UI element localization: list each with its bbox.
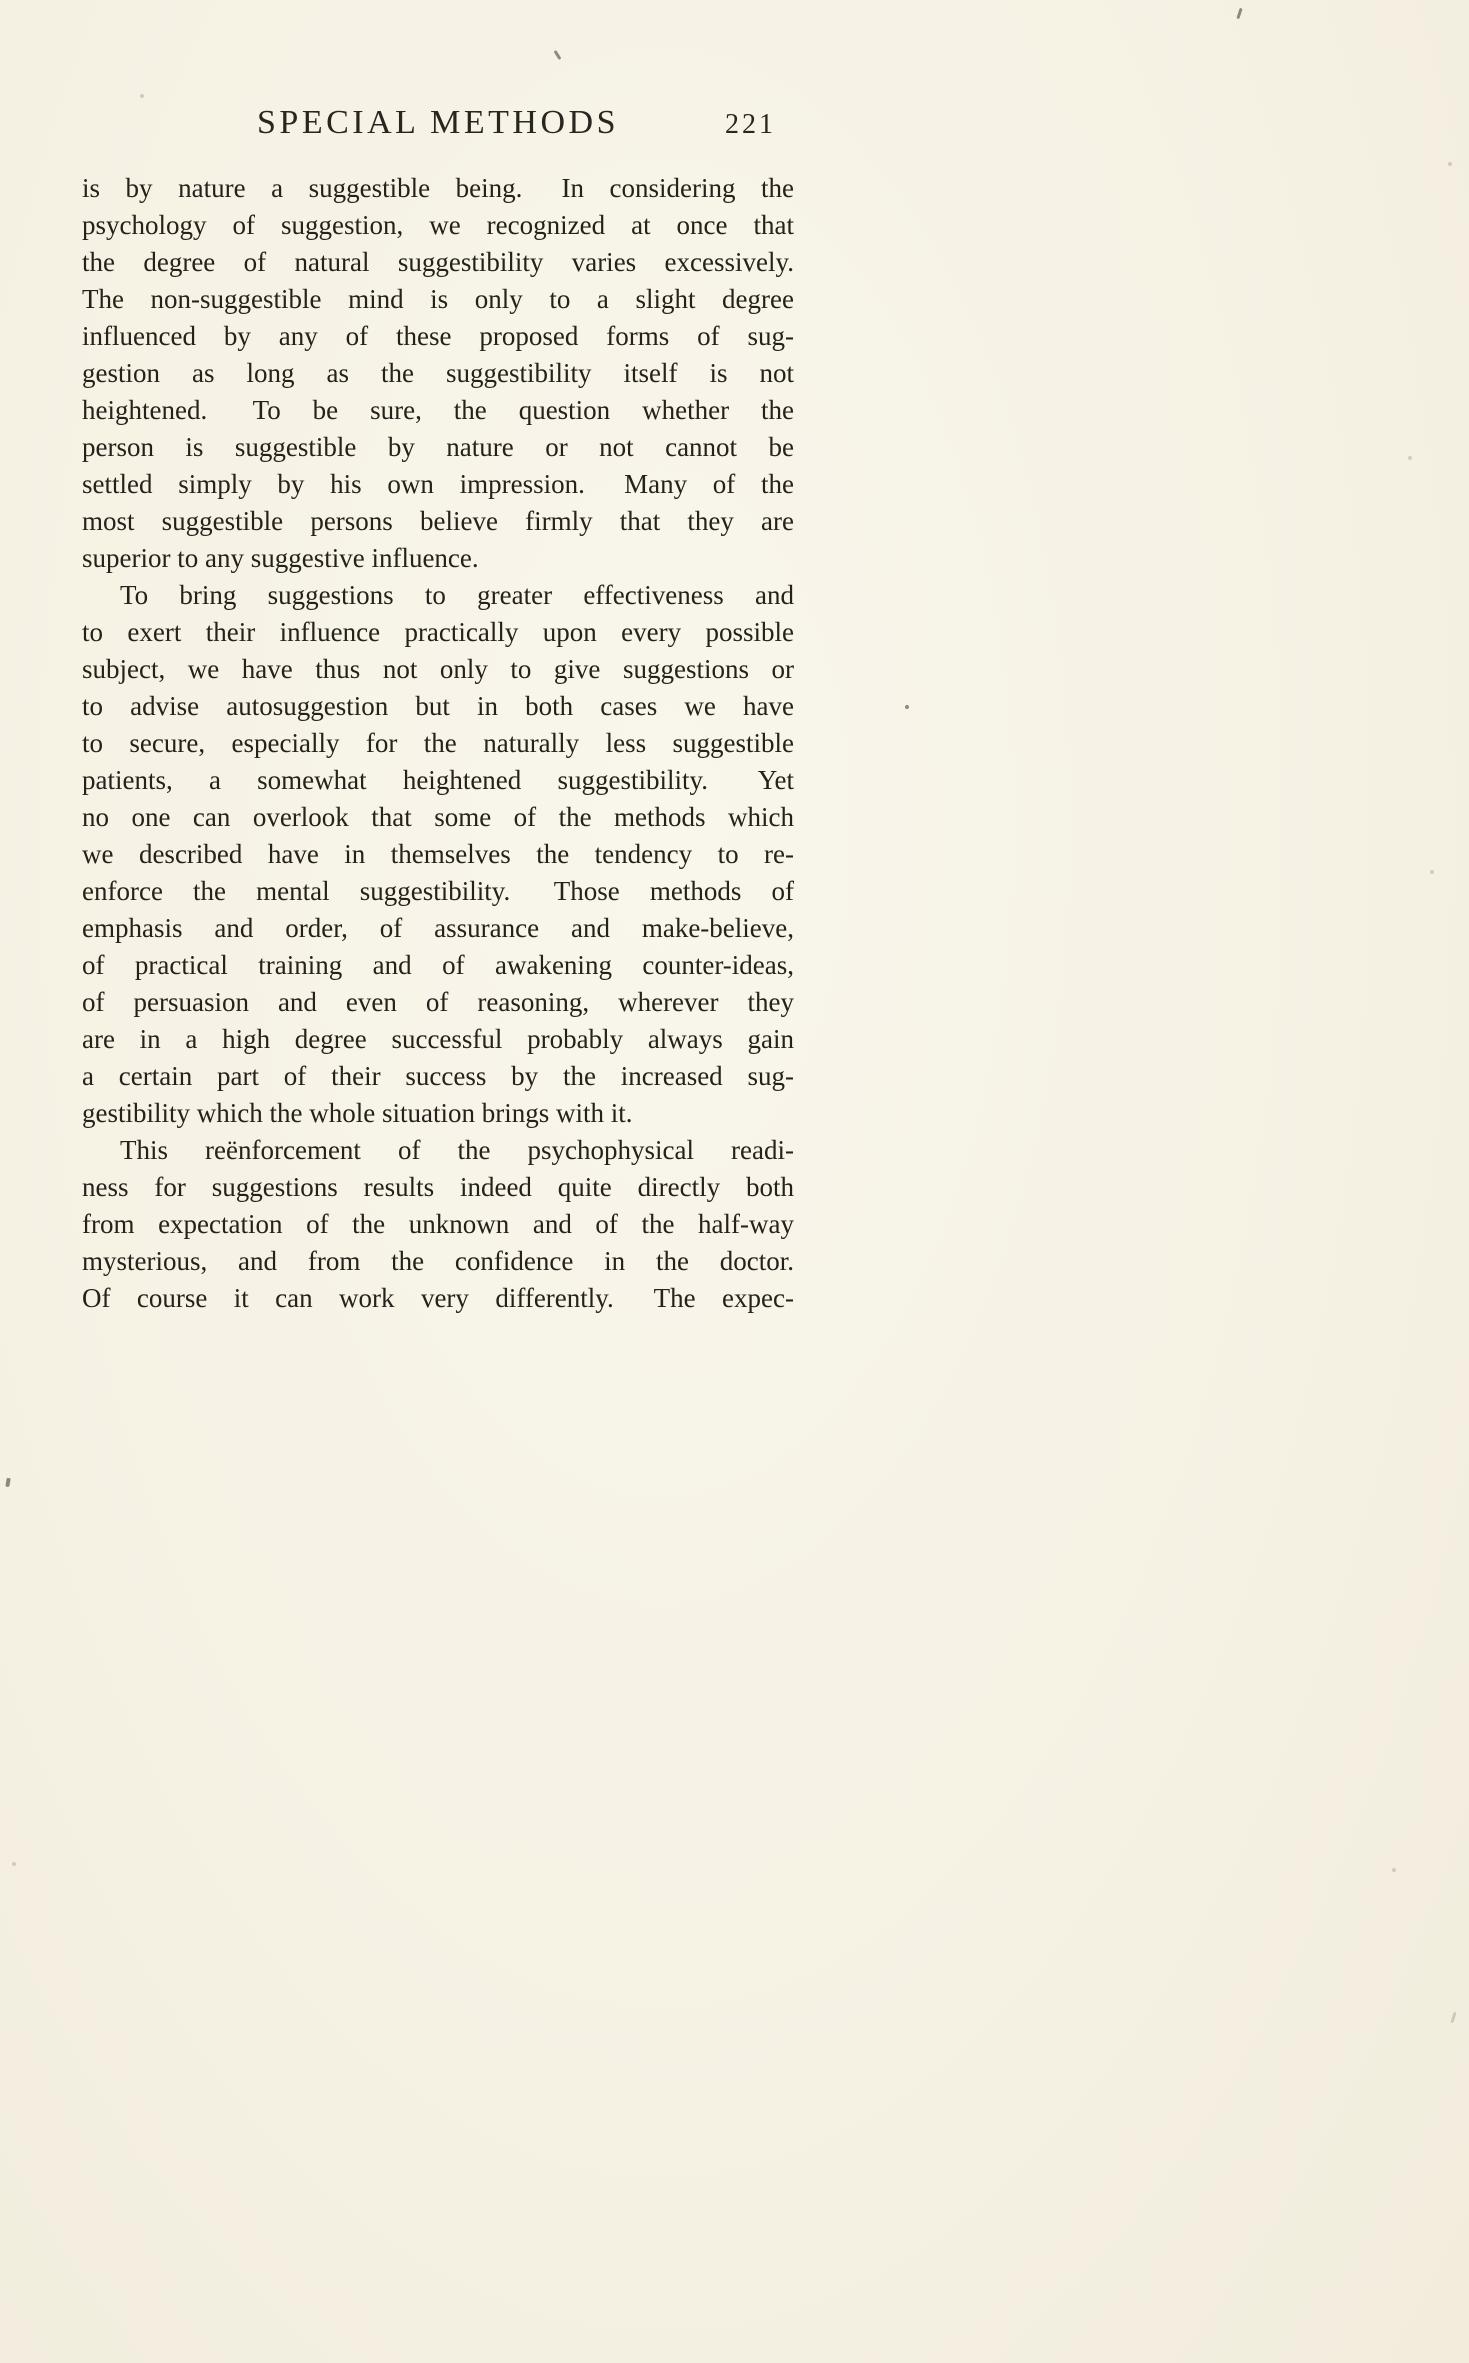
scan-speck — [140, 94, 144, 98]
text-line: of practical training and of awakening counter-ideas, — [82, 950, 794, 980]
text-line: to exert their influence practically upon every possible — [82, 617, 794, 647]
scan-speck — [1392, 1868, 1396, 1872]
text-line: is by nature a suggestible being. In considering the — [82, 173, 794, 203]
scan-speck — [554, 50, 562, 60]
text-line: to secure, especially for the naturally less suggestible — [82, 728, 794, 758]
paragraph — [82, 170, 794, 577]
text-line: ness for suggestions results indeed quite directly both — [82, 1172, 794, 1202]
text-line: Of course it can work very differently. The expec- — [82, 1283, 794, 1313]
text-line: emphasis and order, of assurance and make-believe, — [82, 913, 794, 943]
text-line: The non-suggestible mind is only to a slight degree — [82, 284, 794, 314]
text-line: This reënforcement of the psychophysical readi- — [120, 1135, 794, 1165]
text-block — [82, 170, 794, 1317]
page-content — [82, 104, 794, 1317]
scan-speck — [905, 705, 909, 709]
text-line: influenced by any of these proposed forms of sug- — [82, 321, 794, 351]
page-title: SPECIAL METHODS — [257, 104, 619, 141]
text-line: no one can overlook that some of the methods which — [82, 802, 794, 832]
text-line: a certain part of their success by the increased sug- — [82, 1061, 794, 1091]
text-line: gestibility which the whole situation brings with it. — [82, 1098, 633, 1128]
scan-speck — [1448, 162, 1452, 166]
scan-speck — [1236, 8, 1242, 19]
text-line: person is suggestible by nature or not cannot be — [82, 432, 794, 462]
scan-speck — [12, 1862, 16, 1866]
scan-speck — [1408, 456, 1412, 460]
text-line: from expectation of the unknown and of the half-way — [82, 1209, 794, 1239]
text-line: mysterious, and from the confidence in the doctor. — [82, 1246, 794, 1276]
page-header — [82, 104, 794, 150]
text-line: are in a high degree successful probably always gain — [82, 1024, 794, 1054]
text-line: To bring suggestions to greater effectiveness and — [120, 580, 794, 610]
paragraph — [82, 1132, 794, 1317]
text-line: superior to any suggestive influence. — [82, 543, 479, 573]
text-line: gestion as long as the suggestibility itself is not — [82, 358, 794, 388]
page-number: 221 — [725, 109, 776, 140]
paragraph — [82, 577, 794, 1132]
text-line: we described have in themselves the tendency to re- — [82, 839, 794, 869]
text-line: settled simply by his own impression. Many of the — [82, 469, 794, 499]
text-line: enforce the mental suggestibility. Those methods of — [82, 876, 794, 906]
text-line: patients, a somewhat heightened suggestibility. Yet — [82, 765, 794, 795]
scan-speck — [1450, 2012, 1456, 2023]
text-line: of persuasion and even of reasoning, wherever they — [82, 987, 794, 1017]
text-line: to advise autosuggestion but in both cases we have — [82, 691, 794, 721]
text-line: the degree of natural suggestibility varies excessively. — [82, 247, 794, 277]
scan-speck — [5, 1478, 11, 1488]
text-line: most suggestible persons believe firmly that they are — [82, 506, 794, 536]
text-line: heightened. To be sure, the question whether the — [82, 395, 794, 425]
text-line: psychology of suggestion, we recognized at once that — [82, 210, 794, 240]
scan-speck — [1430, 870, 1434, 874]
text-line: subject, we have thus not only to give suggestions or — [82, 654, 794, 684]
